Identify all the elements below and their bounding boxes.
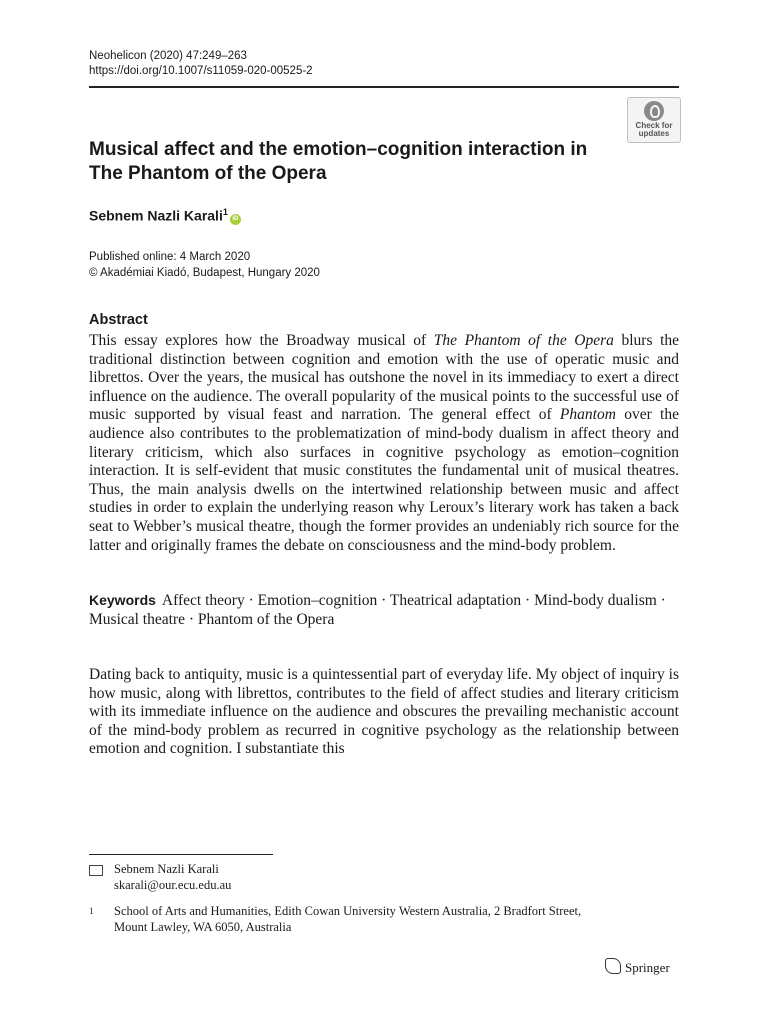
affiliation-note (89, 904, 679, 935)
affiliation-number: 1 (89, 906, 94, 916)
corresponding-author-note (89, 862, 231, 893)
author-line (89, 207, 241, 225)
check-for-updates-badge[interactable] (627, 97, 681, 143)
springer-horse-icon (605, 958, 621, 974)
publisher-name: Springer (625, 960, 670, 975)
body-paragraph: Dating back to antiquity, music is a quintessential part of everyday life. My object of inquiry is how music, along with librettos, contributes to the field of affect studies and literary criticism with its immediate influence on the audience and obscures the prevailing mechanistic account of the mind-body problem as recurred in cognitive psychology as the relationship between emotion and cognition. I substantiate this (89, 666, 679, 758)
article-title: Musical affect and the emotion–cognition interaction in The Phantom of the Opera (89, 139, 588, 184)
publication-info (89, 249, 320, 281)
contact-email[interactable]: skarali@our.ecu.edu.au (114, 877, 232, 892)
affiliation-line1: School of Arts and Humanities, Edith Cowan University Western Australia, 2 Bradfort Street, (114, 904, 582, 918)
abstract-part1: This essay explores how the Broadway musical of (89, 332, 434, 349)
abstract-part3: over the audience also contributes to the problematization of mind-body dualism in affect theory and literary criticism, which also surfaces in cognitive psychology as emotion–cognition interaction. It is self-evident that music constitutes the fundamental unit of musical theatres. Thus, the main analysis dwells on the intertwined relationship between music and affect studies in order to explain the underlying reason why Leroux’s literary work has taken a back seat to Webber’s musical theatre, though the former provides an undeniably rich source for the latter and originally frames the debate on consciousness and the mind-body problem. (89, 406, 679, 554)
abstract-part2: blurs the traditional distinction between cognition and emotion with the use of operatic music and librettos. Over the years, the musical has outshone the novel in its immediacy to exert a direct influence on the audience. The overall popularity of the musical points to the successful use of music supported by visual feast and narration. The general effect of (89, 332, 680, 424)
contact-name: Sebnem Nazli Karali (114, 862, 219, 876)
copyright-line: © Akadémiai Kiadó, Budapest, Hungary 2020 (89, 267, 320, 279)
keywords-label: Keywords (89, 592, 156, 608)
journal-citation: Neohelicon (2020) 47:249–263 (89, 50, 247, 62)
abstract-text (89, 332, 679, 555)
badge-line1: Check for (635, 121, 673, 130)
affiliation-line2: Mount Lawley, WA 6050, Australia (114, 919, 292, 934)
abstract-italic-title: The Phantom of the Opera (433, 332, 614, 349)
published-date: Published online: 4 March 2020 (89, 251, 251, 263)
header-rule (89, 86, 679, 88)
badge-line2: updates (638, 129, 670, 138)
envelope-icon (89, 865, 103, 876)
journal-header (89, 49, 313, 79)
abstract-heading: Abstract (89, 312, 148, 328)
abstract-italic-phantom: Phantom (559, 406, 616, 424)
doi-link[interactable]: https://doi.org/10.1007/s11059-020-00525-2 (89, 65, 313, 77)
footnote-rule (89, 854, 273, 855)
author-name: Sebnem Nazli Karali (89, 207, 223, 224)
crossmark-icon (644, 101, 664, 121)
keywords-text: Affect theory · Emotion–cognition · Theatrical adaptation · Mind-body dualism · Musical theatre · Phantom of the Opera (89, 592, 666, 628)
affiliation-mark: 1 (222, 207, 228, 217)
publisher-logo (605, 958, 670, 976)
keywords (89, 591, 679, 629)
orcid-icon[interactable]: iD (230, 214, 241, 225)
